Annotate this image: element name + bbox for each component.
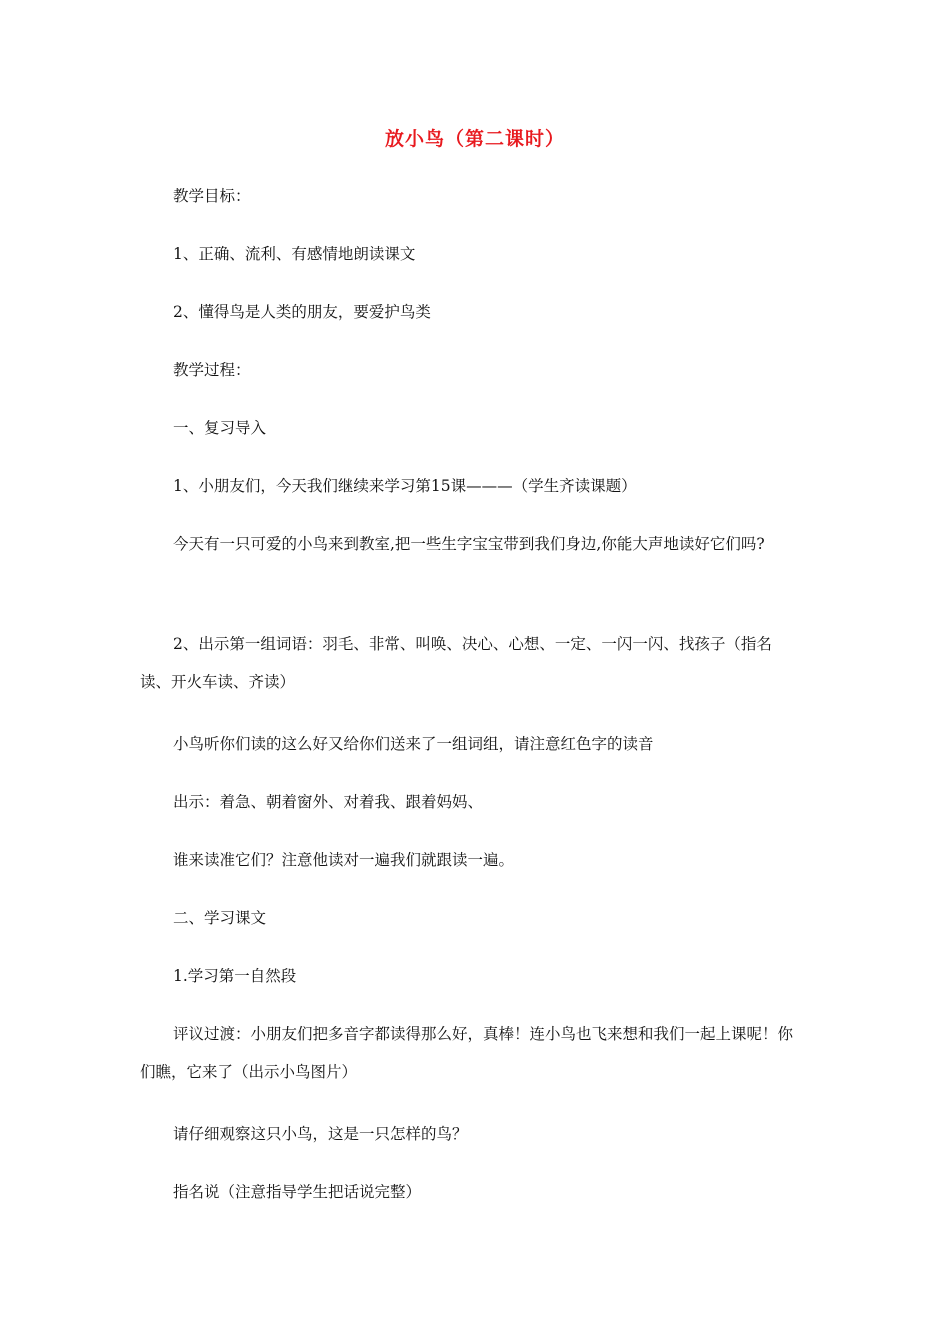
paragraph-guide: 指名说（注意指导学生把话说完整） bbox=[173, 1183, 422, 1201]
paragraph-process-heading: 教学过程： bbox=[173, 361, 251, 379]
paragraph-word-group-1: 2、出示第一组词语：羽毛、非常、叫唤、决心、心想、一定、一闪一闪、找孩子（指名读、开火车读、齐读） bbox=[140, 635, 772, 691]
paragraph-teaching-goals-heading: 教学目标： bbox=[173, 187, 251, 205]
page-title: 放小鸟（第二课时） bbox=[384, 128, 565, 150]
paragraph-review-1: 1、小朋友们，今天我们继续来学习第15课———（学生齐读课题） bbox=[173, 477, 637, 495]
paragraph-transition: 评议过渡：小朋友们把多音字都读得那么好，真棒！连小鸟也飞来想和我们一起上课呢！你们瞧，它来了（出示小鸟图片） bbox=[140, 1025, 794, 1081]
paragraph-section-learn: 二、学习课文 bbox=[173, 909, 267, 927]
paragraph-show-words: 出示：着急、朝着窗外、对着我、跟着妈妈、 bbox=[173, 793, 484, 811]
paragraph-who-reads: 谁来读准它们？注意他读对一遍我们就跟读一遍。 bbox=[173, 851, 515, 869]
paragraph-bird-words: 小鸟听你们读的这么好又给你们送来了一组词组，请注意红色字的读音 bbox=[173, 735, 654, 753]
paragraph-bird-intro: 今天有一只可爱的小鸟来到教室,把一些生字宝宝带到我们身边,你能大声地读好它们吗? bbox=[173, 535, 765, 553]
paragraph-observe: 请仔细观察这只小鸟，这是一只怎样的鸟？ bbox=[173, 1125, 468, 1143]
paragraph-section-review: 一、复习导入 bbox=[173, 419, 267, 437]
paragraph-learn-first: 1.学习第一自然段 bbox=[173, 967, 297, 985]
paragraph-goal-1: 1、正确、流利、有感情地朗读课文 bbox=[173, 245, 416, 263]
paragraph-goal-2: 2、懂得鸟是人类的朋友，要爱护鸟类 bbox=[173, 303, 431, 321]
